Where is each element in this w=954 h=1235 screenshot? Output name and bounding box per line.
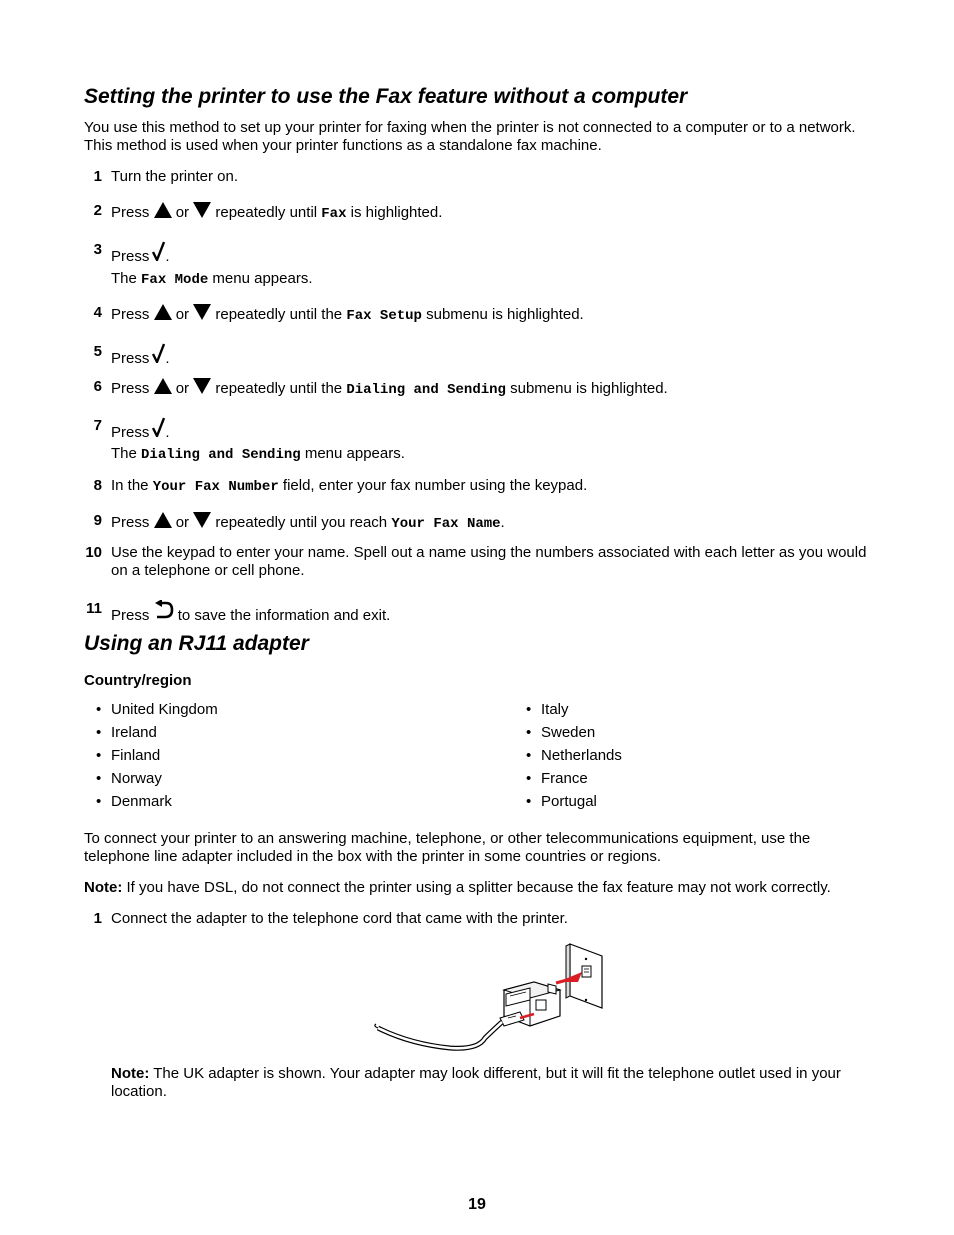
note-label: Note: <box>111 1065 150 1082</box>
down-arrow-icon <box>193 512 211 528</box>
step-text-pre: Press <box>111 514 150 531</box>
menu-item-code: Fax Mode <box>141 272 209 288</box>
checkmark-icon <box>152 241 165 261</box>
up-arrow-icon <box>154 378 172 394</box>
bullet-dot: • <box>526 747 532 764</box>
bullet-dot: • <box>526 770 532 787</box>
note-text: The UK adapter is shown. Your adapter may look different, but it will fit the telephone outlet used in your location. <box>111 1065 841 1100</box>
step-text-pre: Press <box>111 248 150 265</box>
menu-item-code: Your Fax Name <box>391 516 501 532</box>
menu-item-code: Dialing and Sending <box>346 382 506 398</box>
step-number: 1 <box>93 910 102 927</box>
adapter-paragraph: To connect your printer to an answering machine, telephone, or other telecommunications equipment, use the telephone line adapter included in the box with the printer in some countries or regions. <box>84 830 811 865</box>
step-number: 9 <box>93 512 102 529</box>
step-number: 11 <box>86 600 102 617</box>
step-text-pre: Press <box>111 607 150 624</box>
step-text-post: . <box>165 424 170 441</box>
down-arrow-icon <box>193 378 211 394</box>
menu-item-code: Fax Setup <box>346 308 422 324</box>
step-text-pre: Press <box>111 204 150 221</box>
step-text: Turn the printer on. <box>111 168 239 185</box>
step-text-post: submenu is highlighted. <box>510 380 668 397</box>
down-arrow-icon <box>193 304 211 320</box>
step-text: Use the keypad to enter your name. Spell out a name using the numbers associated with each letter as you would on a telephone or cell phone. <box>111 544 867 579</box>
step-text-pre: Press <box>111 380 150 397</box>
section-title-rj11: Using an RJ11 adapter <box>84 632 309 655</box>
menu-item-code: Your Fax Number <box>152 479 279 495</box>
sub-text-post: menu appears. <box>212 270 313 287</box>
step-number: 3 <box>93 241 102 258</box>
step-text-post: . <box>500 514 505 531</box>
bullet-dot: • <box>96 747 102 764</box>
bullet-dot: • <box>96 770 102 787</box>
step-number: 7 <box>93 417 102 434</box>
step-7-result <box>111 445 405 464</box>
step-text: Connect the adapter to the telephone cord that came with the printer. <box>111 910 568 927</box>
step-number: 4 <box>93 304 102 321</box>
country-region-heading: Country/region <box>84 672 192 689</box>
step-text-or: or <box>175 514 190 531</box>
sub-text-pre: The <box>111 445 137 462</box>
back-arrow-icon <box>154 600 174 622</box>
step-text-mid: repeatedly until the <box>215 380 343 397</box>
bullet-dot: • <box>96 701 102 718</box>
step-text-or: or <box>175 380 190 397</box>
uk-adapter-note <box>111 1065 871 1101</box>
step-text-post: field, enter your fax number using the keypad. <box>282 477 588 494</box>
step-number: 5 <box>93 343 102 360</box>
bullet-dot: • <box>526 724 532 741</box>
checkmark-icon <box>152 417 165 437</box>
step-text-pre: In the <box>111 477 149 494</box>
step-text-pre: Press <box>111 350 150 367</box>
step-text-mid: repeatedly until <box>215 204 318 221</box>
step-number: 10 <box>85 544 102 561</box>
step-text-post: . <box>165 350 170 367</box>
bullet-dot: • <box>526 701 532 718</box>
step-text-mid: repeatedly until the <box>215 306 343 323</box>
section-title-fax: Setting the printer to use the Fax feature without a computer <box>84 85 688 108</box>
step-number: 6 <box>93 378 102 395</box>
step-text-or: or <box>175 306 190 323</box>
bullet-dot: • <box>96 793 102 810</box>
page-number: 19 <box>468 1196 486 1213</box>
step-text-or: or <box>175 204 190 221</box>
note-text: If you have DSL, do not connect the printer using a splitter because the fax feature may not work correctly. <box>126 879 831 896</box>
step-text-post: is highlighted. <box>350 204 443 221</box>
bullet-dot: • <box>96 724 102 741</box>
up-arrow-icon <box>154 202 172 218</box>
sub-text-post: menu appears. <box>304 445 405 462</box>
intro-paragraph: You use this method to set up your printer for faxing when the printer is not connected to a computer or to a network. This method is used when your printer functions as a standalone fax machine. <box>84 119 856 154</box>
sub-text-pre: The <box>111 270 137 287</box>
note-label: Note: <box>84 879 123 896</box>
dsl-note <box>84 879 874 897</box>
step-text-mid: repeatedly until you reach <box>215 514 388 531</box>
menu-item-code: Fax <box>321 206 347 222</box>
step-text-pre: Press <box>111 424 150 441</box>
menu-item-code: Dialing and Sending <box>141 447 301 463</box>
step-text-pre: Press <box>111 306 150 323</box>
rj11-adapter-illustration <box>370 938 615 1058</box>
step-number: 8 <box>93 477 102 494</box>
down-arrow-icon <box>193 202 211 218</box>
step-3-result <box>111 270 313 289</box>
checkmark-icon <box>152 343 165 363</box>
step-text-post: . <box>165 248 170 265</box>
up-arrow-icon <box>154 304 172 320</box>
step-number: 2 <box>93 202 102 219</box>
step-number: 1 <box>93 168 102 185</box>
up-arrow-icon <box>154 512 172 528</box>
step-text-post: submenu is highlighted. <box>426 306 584 323</box>
bullet-dot: • <box>526 793 532 810</box>
step-text-post: to save the information and exit. <box>177 607 391 624</box>
